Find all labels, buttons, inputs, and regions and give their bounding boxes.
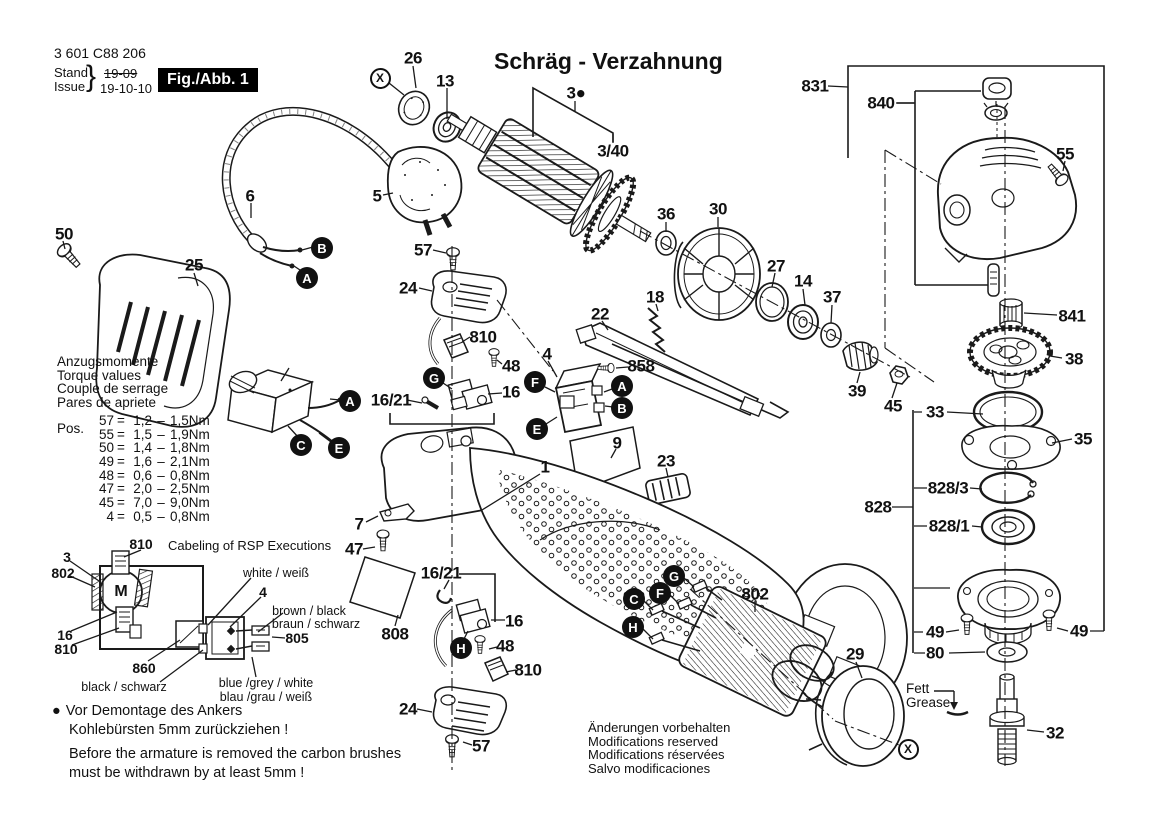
washer-80-drawing (987, 642, 1027, 662)
wire-label: white / weiß (243, 566, 309, 580)
callout-letter-F: F (649, 582, 671, 604)
part-callout-37: 37 (822, 287, 842, 307)
bearing-flange-drawing (958, 570, 1060, 644)
callout-letter-A: A (296, 267, 318, 289)
torque-pos-label: Pos. (57, 421, 85, 436)
part-callout-39: 39 (847, 381, 867, 401)
part-callout-5: 5 (372, 186, 382, 206)
wire-label: black / schwarz (81, 680, 167, 694)
switch-4-drawing (556, 364, 604, 432)
part-callout-50: 50 (54, 224, 74, 244)
torque-row-57: 57 = 1,2 – 1,5Nm (98, 412, 210, 428)
controller-860-drawing (226, 368, 342, 446)
wire-label: blau /grau / weiß (219, 690, 313, 704)
part-callout-48: 48 (501, 356, 521, 376)
callout-letter-X: X (370, 68, 391, 89)
part-callout-24: 24 (398, 278, 418, 298)
part-callout-24: 24 (398, 699, 418, 719)
torque-headings: Anzugsmomente Torque values Couple de serrage Pares de apriete (57, 354, 169, 411)
callout-letter-B: B (611, 397, 633, 419)
diagram-title: Schräg - Verzahnung (494, 48, 723, 74)
part-callout-35: 35 (1073, 429, 1093, 449)
part-callout-16-21: 16/21 (420, 563, 462, 583)
stand-label: Stand (54, 65, 88, 80)
armature-drawing (428, 82, 670, 273)
part-callout-810: 810 (469, 327, 497, 347)
label-808-drawing (350, 557, 415, 618)
part-callout-57: 57 (413, 240, 433, 260)
circlip-828-3-drawing (980, 473, 1036, 503)
torque-row-47: 47 = 2,0 – 2,5Nm (98, 481, 210, 497)
screw-50-drawing (55, 241, 84, 270)
armature-note: ● Vor Demontage des Ankers Kohlebürsten 5mm zurückziehen ! Before the armature is removed the carbon brushes must be withdrawn by at least 5mm ! (52, 703, 402, 781)
grease-note: Fett Grease (906, 681, 951, 710)
nut-45-drawing (890, 366, 908, 384)
gear-head-assembly-drawing (938, 78, 1076, 662)
torque-row-45: 45 = 7,0 – 9,0Nm (98, 495, 210, 511)
flange-35-drawing (962, 426, 1060, 470)
part-callout-808: 808 (381, 624, 409, 644)
wire-label: 810 (54, 641, 78, 657)
pinion-39-drawing (843, 342, 878, 370)
part-callout-45: 45 (883, 396, 903, 416)
callout-letter-X: X (898, 739, 919, 760)
part-callout-840: 840 (867, 93, 895, 113)
part-callout-49: 49 (1069, 621, 1089, 641)
part-callout-3: 3● (566, 83, 586, 103)
part-callout-47: 47 (344, 539, 364, 559)
part-callout-22: 22 (590, 304, 610, 324)
part-callout-13: 13 (435, 71, 455, 91)
revision-block (54, 66, 88, 94)
part-callout-18: 18 (645, 287, 665, 307)
wire-label: brown / black (272, 604, 346, 618)
wire-label: 810 (129, 536, 153, 552)
part-callout-26: 26 (403, 48, 423, 68)
part-callout-55: 55 (1055, 144, 1075, 164)
part-callout-9: 9 (612, 433, 622, 453)
callout-letter-H: H (450, 637, 472, 659)
part-callout-30: 30 (708, 199, 728, 219)
gear-38-drawing (970, 328, 1050, 388)
part-callout-16: 16 (504, 611, 524, 631)
gear-train-drawing (645, 228, 908, 384)
part-callout-32: 32 (1045, 723, 1065, 743)
wire-label: 3 (63, 549, 71, 565)
part-callout-4: 4 (542, 344, 552, 364)
wire-label: 16 (57, 627, 73, 643)
callout-letter-B: B (311, 237, 333, 259)
callout-letter-A: A (339, 390, 361, 412)
part-callout-33: 33 (925, 402, 945, 422)
modifications-note: Änderungen vorbehalten Modifications reserved Modifications réservées Salvo modificaciones (588, 720, 731, 776)
screw-47-drawing (377, 530, 389, 551)
motor-label: M (114, 583, 128, 600)
part-callout-36: 36 (656, 204, 676, 224)
part-callout-6: 6 (245, 186, 255, 206)
document-part-number: 3 601 C88 206 (54, 45, 146, 61)
callout-letter-C: C (623, 588, 645, 610)
part-callout-802: 802 (741, 584, 769, 604)
callout-letter-E: E (328, 437, 350, 459)
part-callout-38: 38 (1064, 349, 1084, 369)
bearing-828-1-drawing (982, 510, 1034, 544)
issue-label: Issue (54, 79, 86, 94)
wire-label: 4 (259, 584, 267, 600)
part-callout-29: 29 (845, 644, 865, 664)
figure-number-badge: Fig./Abb. 1 (158, 68, 258, 92)
torque-table (57, 355, 210, 523)
baffle-30-drawing (674, 228, 760, 320)
part-callout-80: 80 (925, 643, 945, 663)
issue-value: 19-10-10 (100, 81, 153, 96)
fan-26-drawing (393, 86, 434, 129)
callout-letter-H: H (622, 616, 644, 638)
wire-label: blue /grey / white (218, 676, 314, 690)
cabeling-title: Cabeling of RSP Executions (168, 538, 332, 553)
part-callout-16: 16 (501, 382, 521, 402)
note-bullet: ● (52, 703, 61, 719)
torque-row-49: 49 = 1,6 – 2,1Nm (98, 453, 210, 469)
callout-letter-G: G (663, 565, 685, 587)
part-callout-14: 14 (793, 271, 813, 291)
callout-letter-G: G (423, 367, 445, 389)
part-callout-828-1: 828/1 (928, 516, 970, 536)
wire-label: 802 (51, 565, 75, 581)
plug-5-drawing (388, 147, 462, 235)
part-callout-841: 841 (1058, 306, 1086, 326)
part-callout-828-3: 828/3 (927, 478, 969, 498)
wire-label: braun / schwarz (271, 617, 361, 631)
part-callout-23: 23 (656, 451, 676, 471)
stand-value-struck: 19-09 (104, 66, 138, 81)
part-callout-828: 828 (864, 497, 892, 517)
torque-row-55: 55 = 1,5 – 1,9Nm (98, 426, 210, 442)
torque-row-50: 50 = 1,4 – 1,8Nm (98, 440, 210, 456)
torque-row-4: 4 = 0,5 – 0,8Nm (106, 508, 210, 524)
part-callout-3-40: 3/40 (597, 141, 629, 161)
wire-label: 805 (285, 630, 309, 646)
part-callout-858: 858 (627, 356, 655, 376)
part-callout-27: 27 (766, 256, 786, 276)
wire-label: 860 (132, 660, 156, 676)
callout-letter-F: F (524, 371, 546, 393)
part-callout-49: 49 (925, 622, 945, 642)
torque-row-48: 48 = 0,6 – 0,8Nm (98, 467, 210, 483)
part-callout-1: 1 (540, 457, 550, 477)
callout-letter-C: C (290, 434, 312, 456)
callout-letter-A: A (611, 375, 633, 397)
torque-rows (88, 414, 210, 524)
part-callout-16-21: 16/21 (370, 390, 412, 410)
part-callout-25: 25 (184, 255, 204, 275)
callout-letter-E: E (526, 418, 548, 440)
part-callout-7: 7 (354, 514, 364, 534)
spindle-32-drawing (990, 674, 1024, 765)
spring-18-drawing (648, 308, 665, 352)
part-callout-831: 831 (801, 76, 829, 96)
revision-brace: } (86, 60, 97, 93)
bearing-14-drawing (788, 305, 818, 339)
part-callout-57: 57 (471, 736, 491, 756)
sleeve-841-drawing (1000, 299, 1022, 329)
part-callout-810: 810 (514, 660, 542, 680)
part-callout-48: 48 (495, 636, 515, 656)
